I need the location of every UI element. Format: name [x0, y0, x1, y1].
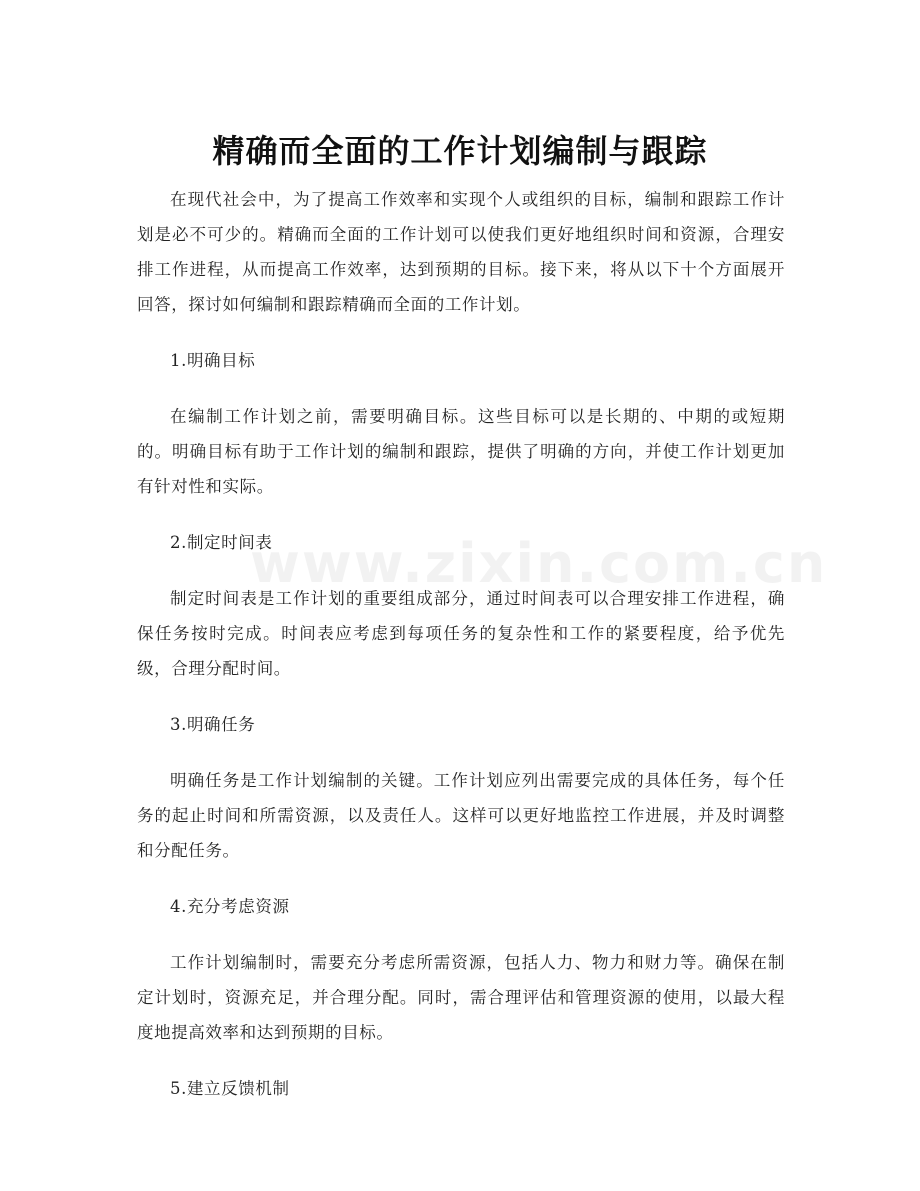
section-heading-3: 3.明确任务: [170, 715, 256, 734]
watermark: www.zixin.com.cn: [250, 532, 828, 595]
section-body-1: 在编制工作计划之前，需要明确目标。这些目标可以是长期的、中期的或短期的。明确目标有助于工作计划的编制和跟踪，提供了明确的方向，并使工作计划更加有针对性和实际。: [137, 407, 785, 496]
section-body-4: 工作计划编制时，需要充分考虑所需资源，包括人力、物力和财力等。确保在制定计划时，资源充足，并合理分配。同时，需合理评估和管理资源的使用，以最大程度地提高效率和达到预期的目标。: [137, 953, 785, 1042]
document-body: [137, 182, 828, 1106]
section-heading-5: 5.建立反馈机制: [170, 1079, 290, 1098]
section-body-2: 制定时间表是工作计划的重要组成部分，通过时间表可以合理安排工作进程，确保任务按时完成。时间表应考虑到每项任务的复杂性和工作的紧要程度，给予优先级，合理分配时间。: [137, 589, 785, 678]
document-title: 精确而全面的工作计划编制与跟踪: [212, 132, 708, 171]
section-heading-4: 4.充分考虑资源: [170, 897, 290, 916]
section-body-3: 明确任务是工作计划编制的关键。工作计划应列出需要完成的具体任务，每个任务的起止时间和所需资源，以及责任人。这样可以更好地监控工作进展，并及时调整和分配任务。: [137, 771, 785, 860]
section-heading-1: 1.明确目标: [170, 351, 256, 370]
section-heading-2: 2.制定时间表: [170, 533, 273, 552]
intro-paragraph: 在现代社会中，为了提高工作效率和实现个人或组织的目标，编制和跟踪工作计划是必不可少的。精确而全面的工作计划可以使我们更好地组织时间和资源，合理安排工作进程，从而提高工作效率，达到预期的目标。接下来，将从以下十个方面展开回答，探讨如何编制和跟踪精确而全面的工作计划。: [137, 190, 785, 314]
